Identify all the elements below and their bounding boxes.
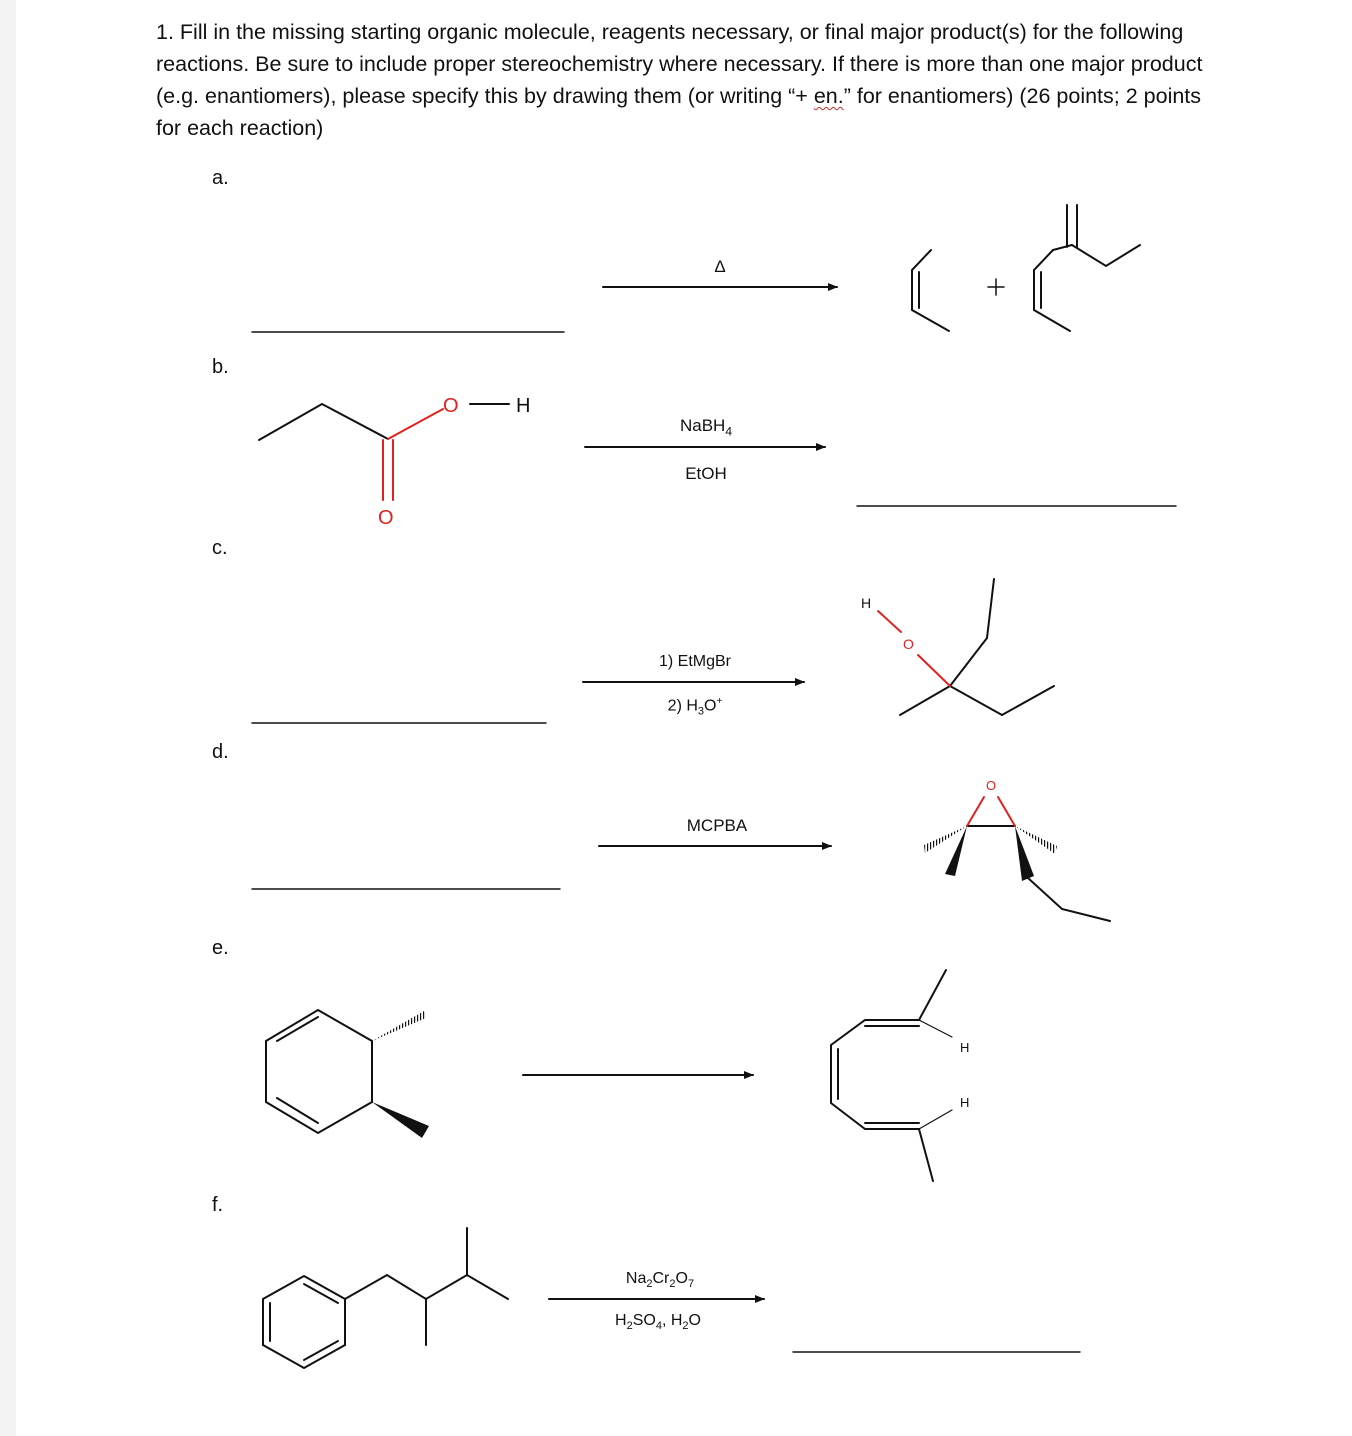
reaction-f-reagent-bottom: $H_2SO_4$, $H_2O$ [615,1312,701,1333]
question-body: Fill in the missing starting organic molecule, reagents necessary, or final major product(s) for the following reactions. Be sure to include proper stereochemistry where necessary. If there is more than one major product (e.g. enantiomers), please specify this by drawing them (or writing “+ [156,20,1203,108]
reaction-a-label: a. [212,167,229,189]
spellcheck-word: en. [813,84,844,108]
reaction-e-label: e. [212,937,229,959]
reaction-f-label: f. [212,1194,224,1216]
reaction-a-product-1 [912,250,949,331]
reaction-b-reagent-top: NaBH$_4$ [679,416,733,439]
reaction-d-label: d. [212,741,229,763]
reaction-a-plus-sign [988,279,1004,295]
question-number: 1. [156,20,174,44]
reaction-e-hydrogen-bottom: H [960,1095,970,1110]
reaction-b-label: b. [212,356,229,378]
reaction-c-oxygen: O [903,636,914,652]
reaction-d-product-epoxide [924,797,1110,921]
reaction-d-reagent: MCPBA [686,816,748,835]
reaction-c-reagent-top: 1) EtMgBr [658,653,731,670]
reaction-f-starting-arene [263,1228,508,1368]
reaction-d-oxygen: O [986,778,997,793]
reaction-b-oxygen-hydroxyl: O [443,395,459,417]
reaction-e-product-triene [831,970,952,1181]
reaction-e-hydrogen-top: H [960,1040,970,1055]
reaction-a-reagent: Δ [714,257,726,276]
reaction-a-product-2 [1034,205,1140,331]
reaction-b-hydrogen: H [516,395,531,417]
reaction-b-oxygen-carbonyl: O [378,507,394,529]
reaction-b-starting-acid [259,404,509,500]
reaction-c-hydrogen: H [861,595,872,611]
reaction-c-reagent-bottom: 2) $H_3O^+$ [667,696,723,718]
question-body-end: ” for enantiomers) (26 points; 2 points for each reaction) [156,84,1202,140]
reaction-b-reagent-bottom: EtOH [685,464,727,483]
reaction-e-starting-diene [266,1010,429,1138]
reaction-c-label: c. [212,537,228,559]
reaction-f-reagent-top: $Na_2Cr_2O_7$ [625,1270,695,1291]
